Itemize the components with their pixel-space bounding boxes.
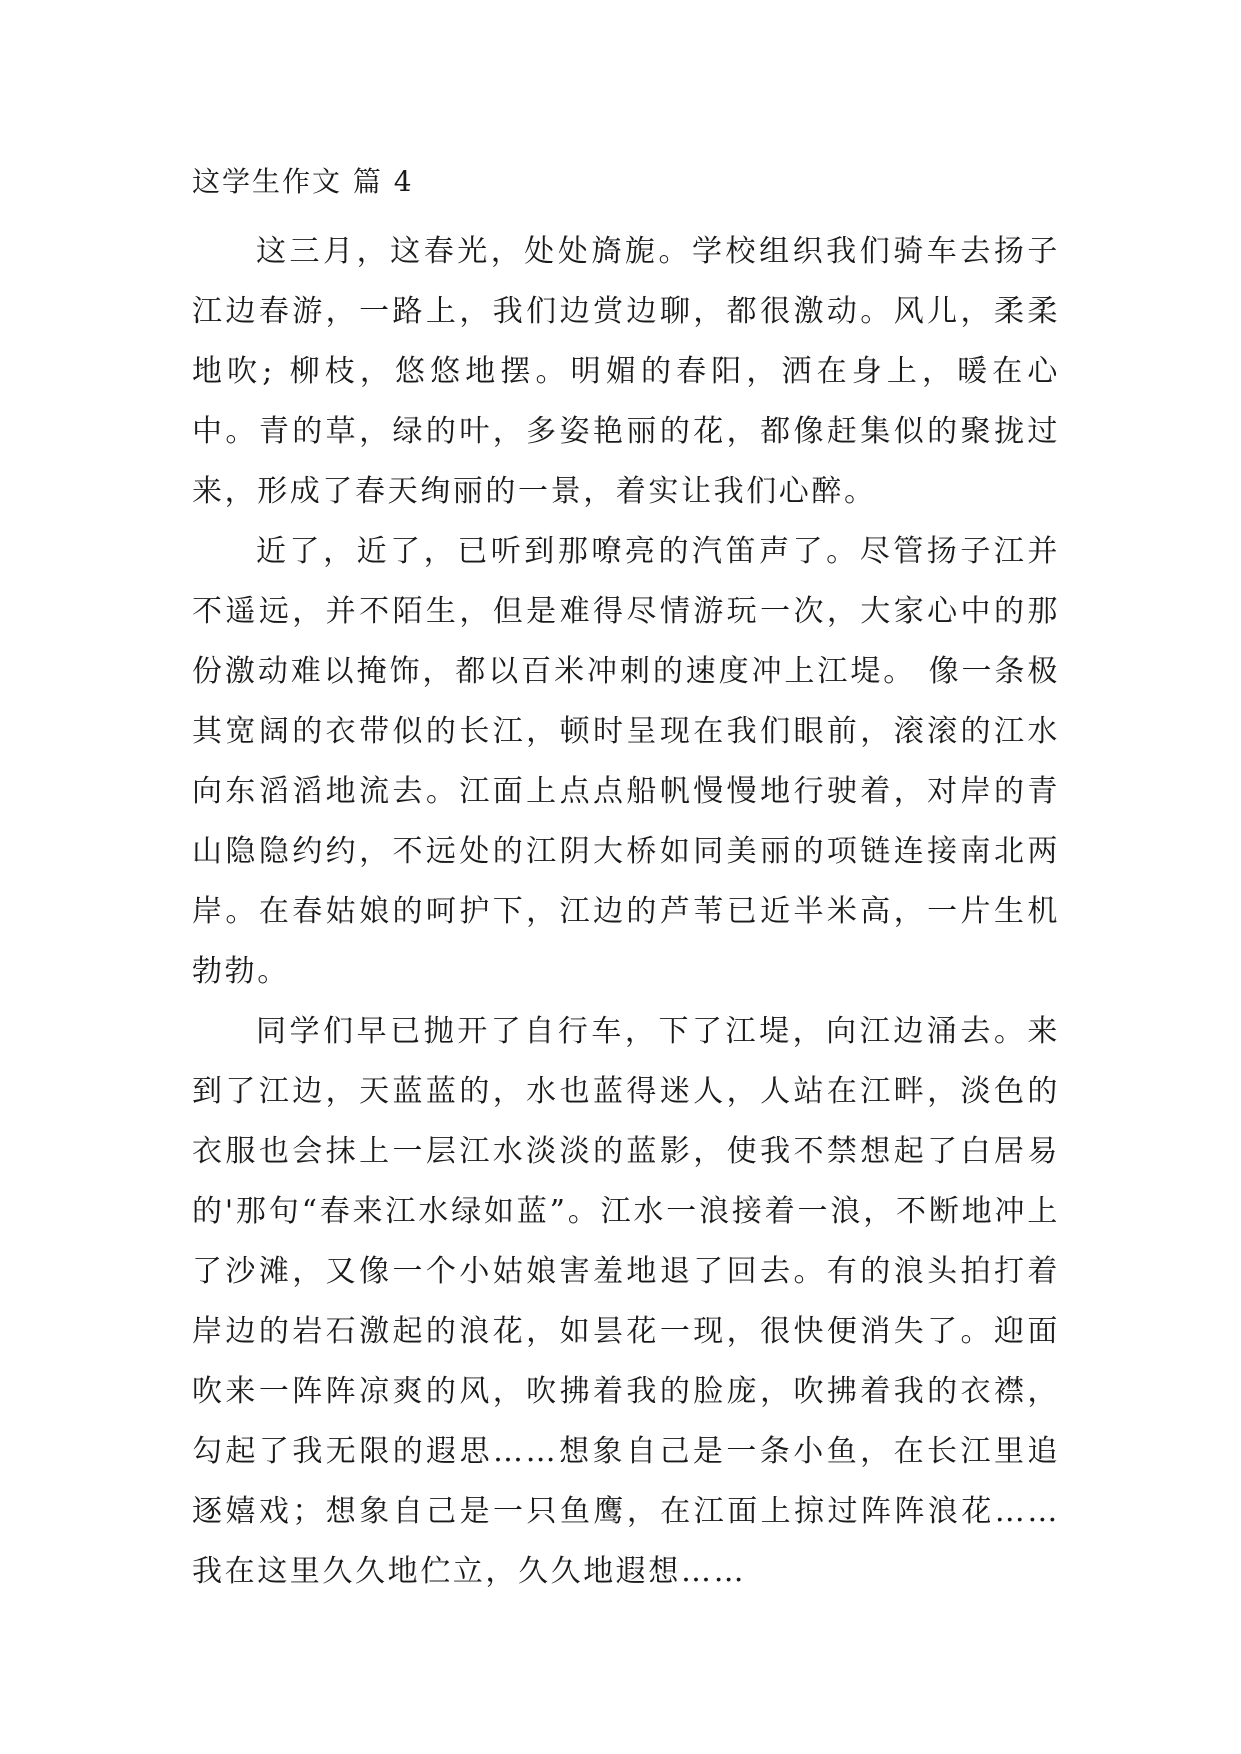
essay-body xyxy=(192,222,1060,1602)
paragraph-2: 近了，近了，已听到那嘹亮的汽笛声了。尽管扬子江并不遥远，并不陌生，但是难得尽情游玩一次，大家心中的那份激动难以掩饰，都以百米冲刺的速度冲上江堤。 像一条极其宽阔的衣带似的长江，顿时呈现在我们眼前，滚滚的江水向东滔滔地流去。江面上点点船帆慢慢地行驶着，对岸的青山隐隐约约，不远处的江阴大桥如同美丽的项链连接南北两岸。在春姑娘的呵护下，江边的芦苇已近半米高，一片生机勃勃。 xyxy=(192,534,1060,989)
paragraph-1: 这三月，这春光，处处旖旎。学校组织我们骑车去扬子江边春游，一路上，我们边赏边聊，都很激动。风儿，柔柔地吹; 柳枝，悠悠地摆。明媚的春阳，洒在身上，暖在心中。青的草，绿的叶，多姿艳丽的花，都像赶集似的聚拢过来，形成了春天绚丽的一景，着实让我们心醉。 xyxy=(192,234,1060,509)
paragraph-3: 同学们早已抛开了自行车，下了江堤，向江边涌去。来到了江边，天蓝蓝的，水也蓝得迷人，人站在江畔，淡色的衣服也会抹上一层江水淡淡的蓝影，使我不禁想起了白居易的'那句“春来江水绿如蓝”。江水一浪接着一浪，不断地冲上了沙滩，又像一个小姑娘害羞地退了回去。有的浪头拍打着岸边的岩石激起的浪花，如昙花一现，很快便消失了。迎面吹来一阵阵凉爽的风，吹拂着我的脸庞，吹拂着我的衣襟，勾起了我无限的遐思……想象自己是一条小鱼，在长江里追逐嬉戏；想象自己是一只鱼鹰，在江面上掠过阵阵浪花……我在这里久久地伫立，久久地遐想…… xyxy=(192,1014,1060,1589)
document-title: 这学生作文 篇 4 xyxy=(192,165,414,198)
